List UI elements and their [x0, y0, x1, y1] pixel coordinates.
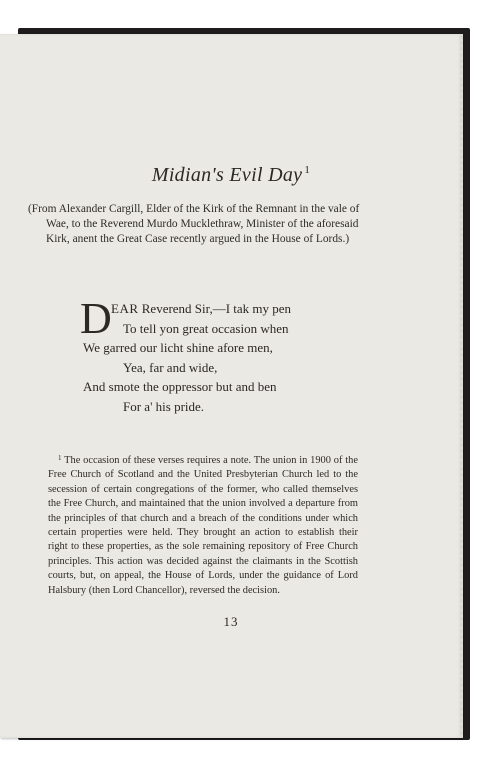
poem-stanza — [83, 299, 289, 416]
poem-subtitle: (From Alexander Cargill, Elder of the Kirk of the Remnant in the vale of Wae, to the Reverend Murdo Mucklethraw, Minister of the aforesaid Kirk, anent the Great Case recently argued in the House of Lords.) — [28, 203, 360, 245]
poem-title-text: Midian's Evil Day — [151, 164, 303, 186]
footnote-text: The occasion of these verses requires a note. The union in 1900 of the Free Church of Scotland and the United Presbyterian Church led to the secession of certain congregations of the former, who called themselves the Free Church, and maintained that the union involved a departure from the principles of that church and a breach of the conditions under which certain properties were held. They brought an action to establish their right to these properties, as the sole remaining repository of Free Church principles. This action was decided against the claimants in the Scottish courts, but, on appeal, the House of Lords, under the guidance of Lord Halsbury (then Lord Chancellor), reversed the decision. — [48, 455, 358, 596]
poem-line: Yea, far and wide, — [123, 359, 218, 375]
page-deckle-edge — [460, 34, 463, 738]
drop-cap: D — [80, 294, 112, 343]
page-number: 13 — [223, 614, 239, 629]
poem-line-spacer — [83, 299, 289, 319]
footnote-marker: 1 — [58, 454, 62, 462]
poem-first-line-rest: Reverend Sir,—I tak my pen — [138, 301, 292, 316]
poem-line: And smote the oppressor but and ben — [83, 379, 277, 394]
poem-first-word: EAR — [111, 301, 139, 316]
poem-title — [0, 164, 462, 187]
poem-line: We garred our licht shine afore men, — [83, 340, 273, 355]
footnote — [48, 451, 358, 598]
book-page — [0, 34, 462, 738]
poem-line: To tell yon great occasion when — [123, 320, 289, 336]
poem-line: For a' his pride. — [123, 398, 205, 414]
title-footnote-ref: 1 — [304, 164, 311, 176]
